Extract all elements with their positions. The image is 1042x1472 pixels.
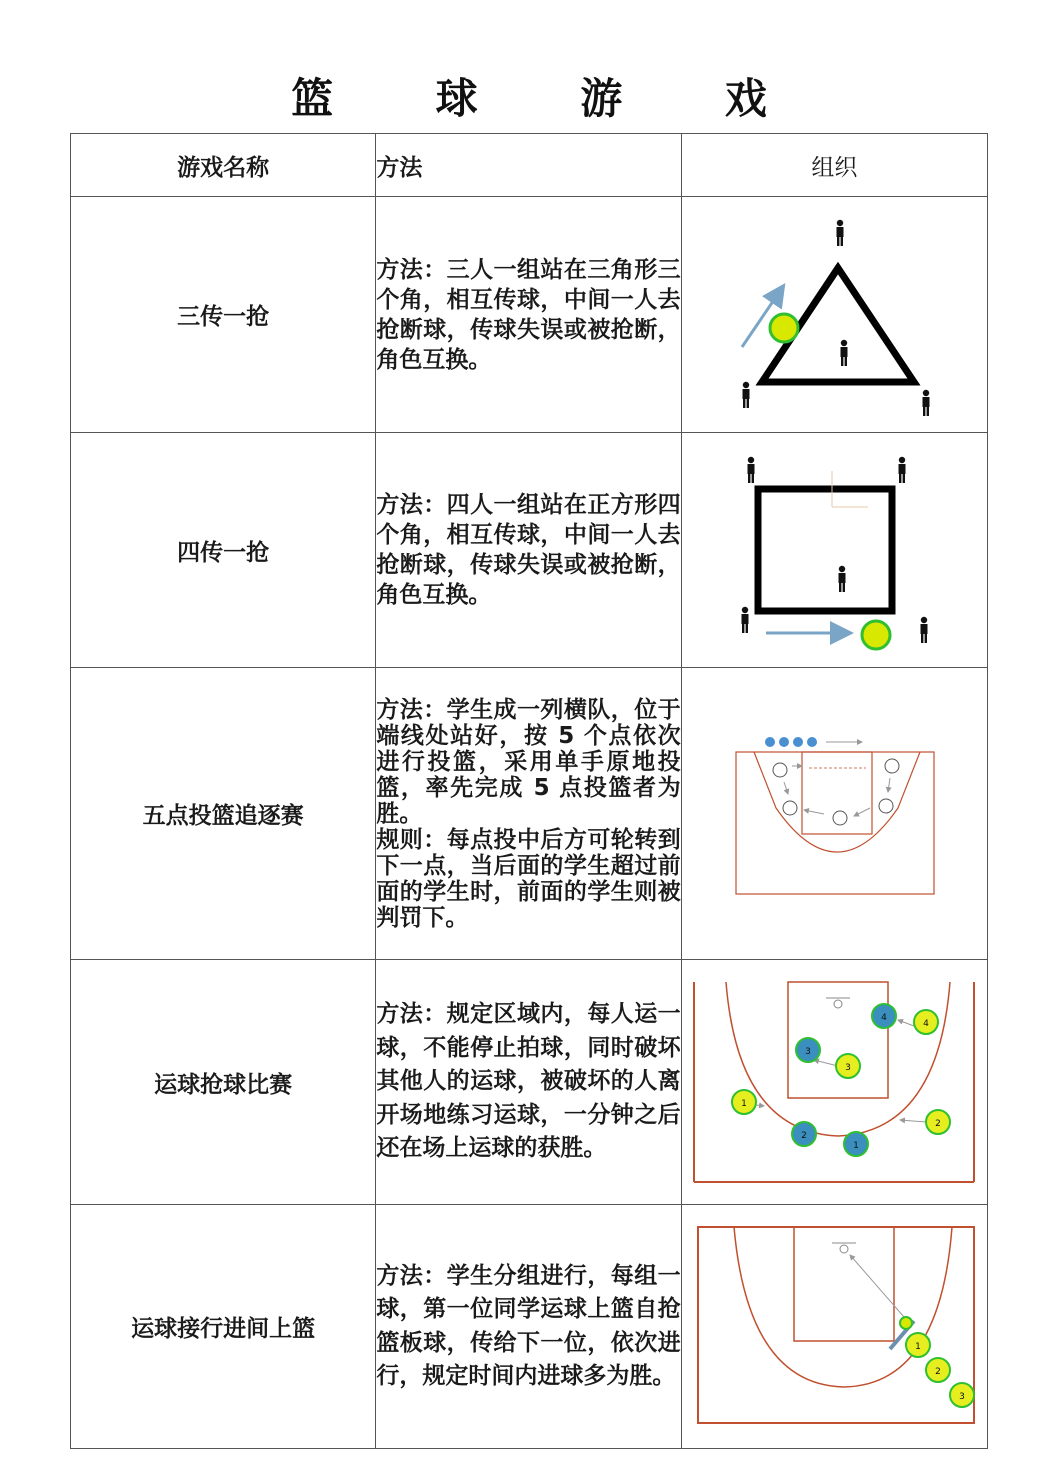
game-name: 运球抢球比赛: [71, 960, 376, 1205]
shot-spot: [879, 799, 893, 813]
player-icon: [748, 457, 755, 483]
shot-spot: [833, 811, 847, 825]
method-text: 方法：三人一组站在三角形三个角，相互传球，中间一人去抢断球，传球失误或被抢断，角色互换。: [376, 256, 681, 373]
player-number: 1: [853, 1141, 860, 1151]
dribble-layup-court: [684, 1209, 984, 1445]
table-row: [71, 197, 988, 433]
paint-area: [794, 1227, 894, 1341]
square-shape: [758, 489, 892, 611]
table-row: [71, 960, 988, 1205]
player-number: 3: [845, 1063, 852, 1073]
game-name: 运球接行进间上篮: [71, 1205, 376, 1449]
game-method: [376, 960, 681, 1205]
square-diagram: [681, 433, 987, 668]
triangle-diagram: [681, 197, 987, 433]
dribble-steal-court: [684, 962, 984, 1202]
player-number: 4: [923, 1019, 930, 1029]
triangle-passing-diagram: [684, 200, 984, 430]
player-icon: [837, 219, 844, 245]
ball-icon: [862, 621, 890, 649]
games-table: [70, 133, 988, 1449]
move-arrow: [898, 1020, 914, 1026]
player-number: 1: [915, 1341, 922, 1352]
five-spot-shooting-diagram: [684, 674, 984, 954]
method-text: 方法：规定区域内，每人运一球，不能停止拍球，同时破坏其他人的运球，被破坏的人离开场地练习运球，一分钟之后还在场上运球的获胜。: [376, 1001, 681, 1162]
move-arrow: [804, 810, 824, 814]
game-name: 三传一抢: [71, 197, 376, 433]
table-row: [71, 1205, 988, 1449]
player-number: 4: [881, 1013, 888, 1023]
hoop-icon: [834, 1000, 842, 1008]
header-org: 组织: [681, 134, 987, 197]
square-passing-diagram: [684, 435, 984, 665]
player-number: 2: [935, 1366, 942, 1377]
player-dot: [765, 737, 775, 747]
player-icon: [839, 566, 846, 592]
game-method: [376, 1205, 681, 1449]
player-dot: [793, 737, 803, 747]
player-number: 2: [935, 1119, 942, 1129]
ball-icon: [900, 1317, 912, 1329]
method-text: 方法：四人一组站在正方形四个角，相互传球，中间一人去抢断球，传球失误或被抢断，角色互换。: [376, 492, 681, 608]
game-name: 五点投篮追逐赛: [71, 668, 376, 960]
table-header-row: [71, 134, 988, 197]
game-method: [376, 197, 681, 433]
table-row: [71, 433, 988, 668]
game-method: [376, 433, 681, 668]
game-method: [376, 668, 681, 960]
player-number: 1: [741, 1099, 748, 1109]
shot-spot: [783, 801, 797, 815]
player-number: 3: [959, 1391, 966, 1402]
player-icon: [743, 381, 750, 407]
player-number: 2: [801, 1131, 808, 1141]
game-name: 四传一抢: [71, 433, 376, 668]
court-boundary: [698, 1227, 974, 1423]
page-title: 篮 球 游 戏: [291, 74, 811, 123]
shot-spot: [773, 763, 787, 777]
player-icon: [921, 617, 928, 643]
move-arrow: [900, 1120, 926, 1122]
hoop-icon: [840, 1245, 848, 1253]
dribble-layup-diagram: [681, 1205, 987, 1449]
header-name: 游戏名称: [71, 134, 376, 197]
player-icon: [841, 339, 848, 365]
player-icon: [899, 457, 906, 483]
player-dot: [807, 737, 817, 747]
five-spot-diagram: [681, 668, 987, 960]
player-number: 3: [805, 1047, 812, 1057]
move-arrow: [784, 782, 788, 794]
rule-text: 规则：每点投中后方可轮转到下一点，当后面的学生超过前面的学生时，前面的学生则被判罚下。: [376, 826, 681, 931]
move-arrow: [888, 778, 890, 792]
shot-spot: [885, 759, 899, 773]
method-text: 方法：学生成一列横队，位于端线处站好，按 5 个点依次进行投篮，采用单手原地投篮，率先完成 5 点投篮者为胜。: [376, 696, 681, 827]
table-row: [71, 668, 988, 960]
ball-icon: [770, 314, 798, 342]
move-arrow: [854, 808, 870, 816]
layup-arrow: [850, 1255, 904, 1317]
method-text: 方法：学生分组进行，每组一球，第一位同学运球上篮自抢篮板球，传给下一位，依次进行，规定时间内进球多为胜。: [376, 1262, 681, 1389]
dribble-steal-diagram: [681, 960, 987, 1205]
player-icon: [923, 389, 930, 415]
player-dot: [779, 737, 789, 747]
player-icon: [742, 607, 749, 633]
move-arrow: [814, 1060, 838, 1066]
header-method: 方法: [376, 134, 681, 197]
